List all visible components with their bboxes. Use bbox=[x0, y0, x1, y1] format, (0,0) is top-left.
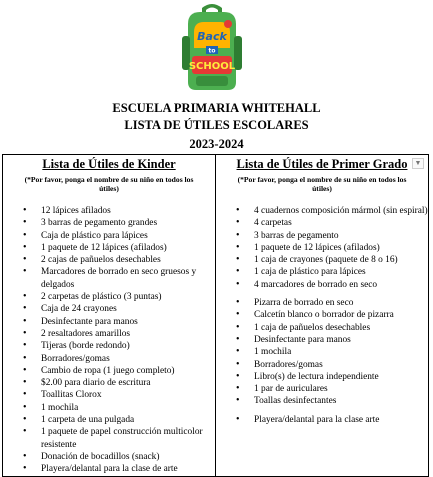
list-item: • Donación de bocadillos (snack) bbox=[41, 451, 215, 463]
list-item: • 1 paquete de 12 lápices (afilados) bbox=[254, 242, 428, 254]
logo-text-school: SCHOOL bbox=[188, 61, 236, 72]
school-year: 2023-2024 bbox=[189, 137, 244, 151]
list-item: • $2.00 para diario de escritura bbox=[41, 377, 215, 389]
primer-grado-list-c bbox=[216, 414, 428, 426]
kinder-list bbox=[3, 205, 215, 476]
supply-lists-table bbox=[2, 154, 429, 477]
list-item: • Desinfectante para manos bbox=[41, 316, 215, 328]
list-item: • 2 cajas de pañuelos desechables bbox=[41, 254, 215, 266]
list-item: • 1 carpeta de una pulgada bbox=[41, 414, 215, 426]
primer-grado-column bbox=[216, 155, 429, 477]
primer-grado-list-b bbox=[216, 297, 428, 408]
list-title: LISTA DE ÚTILES ESCOLARES bbox=[124, 118, 309, 132]
list-item: • Borradores/gomas bbox=[254, 359, 428, 371]
list-item: • Pizarra de borrado en seco bbox=[254, 297, 428, 309]
list-item: • Libro(s) de lectura independiente bbox=[254, 371, 428, 383]
list-item: • 3 barras de pegamento grandes bbox=[41, 217, 215, 229]
list-item: • 1 paquete de papel construcción multicolor resistente bbox=[41, 426, 215, 451]
list-item: • Marcadores de borrado en seco gruesos y delgados bbox=[41, 266, 215, 291]
logo-text-back: Back bbox=[197, 30, 227, 43]
kinder-title: Lista de Útiles de Kinder bbox=[42, 157, 176, 171]
list-item: • 1 mochila bbox=[254, 346, 428, 358]
school-name: ESCUELA PRIMARIA WHITEHALL bbox=[112, 101, 321, 115]
list-item: • 1 par de auriculares bbox=[254, 383, 428, 395]
list-item: • 2 carpetas de plástico (3 puntas) bbox=[41, 291, 215, 303]
primer-grado-list-a bbox=[216, 205, 428, 291]
logo-text-to: to bbox=[208, 47, 216, 55]
primer-grado-note: (*Por favor, ponga el nombre de su niño en todos los útiles) bbox=[237, 175, 407, 193]
list-item: • Playera/delantal para la clase de arte bbox=[41, 463, 215, 475]
list-item: • Toallitas Clorox bbox=[41, 389, 215, 401]
list-item: • 1 caja de pañuelos desechables bbox=[254, 322, 428, 334]
list-item: • 1 caja de plástico para lápices bbox=[254, 266, 428, 278]
kinder-note: (*Por favor, ponga el nombre de su niño en todos los útiles) bbox=[24, 175, 194, 193]
list-item: • 4 carpetas bbox=[254, 217, 428, 229]
primer-grado-title: Lista de Útiles de Primer Grado bbox=[236, 157, 408, 171]
list-item: • 12 lápices afilados bbox=[41, 205, 215, 217]
list-item: • 1 paquete de 12 lápices (afilados) bbox=[41, 242, 215, 254]
list-item: • Cambio de ropa (1 juego completo) bbox=[41, 365, 215, 377]
list-item: • Desinfectante para manos bbox=[254, 334, 428, 346]
list-item: • Playera/delantal para la clase arte bbox=[254, 414, 428, 426]
list-item: • 1 mochila bbox=[41, 402, 215, 414]
list-item: • Toallas desinfectantes bbox=[254, 395, 428, 407]
list-item: • Calcetín blanco o borrador de pizarra bbox=[254, 309, 428, 321]
list-item: • 1 caja de crayones (paquete de 8 o 16) bbox=[254, 254, 428, 266]
list-item: • Caja de 24 crayones bbox=[41, 303, 215, 315]
list-item: • 4 marcadores de borrado en seco bbox=[254, 279, 428, 291]
list-item: • 2 resaltadores amarillos bbox=[41, 328, 215, 340]
chevron-down-icon[interactable]: ▼ bbox=[412, 158, 424, 169]
list-item: • Caja de plástico para lápices bbox=[41, 230, 215, 242]
back-to-school-logo bbox=[178, 2, 246, 92]
list-item: • Borradores/gomas bbox=[41, 353, 215, 365]
kinder-column bbox=[3, 155, 216, 477]
list-item: • 4 cuadernos composición mármol (sin espiral) bbox=[254, 205, 428, 217]
list-item: • Tijeras (borde redondo) bbox=[41, 340, 215, 352]
list-item: • 3 barras de pegamento bbox=[254, 230, 428, 242]
